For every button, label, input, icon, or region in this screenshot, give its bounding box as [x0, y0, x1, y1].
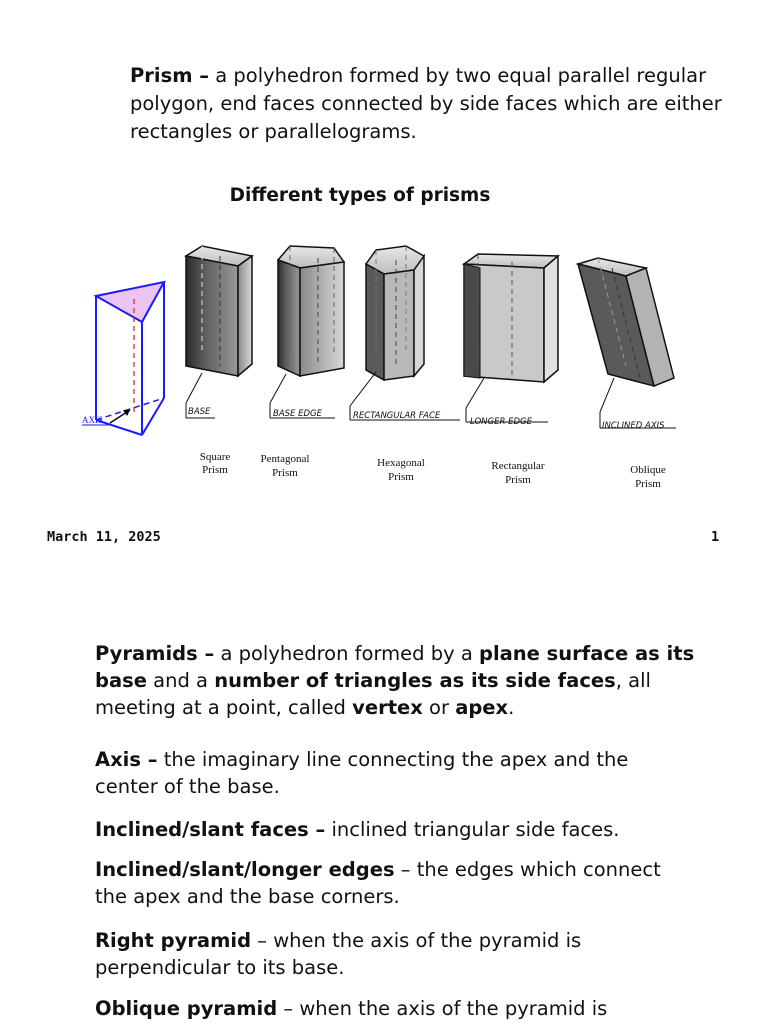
- pyramids-text-3: , all meeting at a point, called: [95, 669, 651, 719]
- oblique-pyramid-body: – when the axis of the pyramid is: [277, 997, 608, 1020]
- figure-title: Different types of prisms: [229, 185, 491, 206]
- axis-term: Axis –: [95, 748, 158, 771]
- page-number: 1: [711, 529, 720, 545]
- footer-date: March 11, 2025: [47, 529, 161, 545]
- axis-definition: [95, 746, 695, 800]
- right-pyramid-definition: [95, 927, 695, 981]
- prism-definition-body: a polyhedron formed by two equal parallel regular polygon, end faces connected by side faces which are either rectangles or parallelograms.: [130, 64, 722, 143]
- prism-term: Prism –: [130, 64, 210, 87]
- oblique-prism-drawing: [578, 258, 676, 428]
- inclined-faces-body: inclined triangular side faces.: [325, 818, 620, 841]
- prism-name-pentagonal-line2: Prism: [272, 467, 298, 479]
- prism-figure: [80, 238, 680, 488]
- prism-name-rectangular-line1: Rectangular: [491, 460, 545, 472]
- oblique-pyramid-term: Oblique pyramid: [95, 997, 278, 1020]
- rectangular-prism-drawing: [464, 254, 558, 422]
- prism-name-hexagonal-line2: Prism: [388, 471, 414, 483]
- pyramids-definition: [95, 640, 695, 721]
- pyramids-bold-2: number of triangles as its side faces: [214, 669, 616, 692]
- part-label-longer-edge: LONGER EDGE: [470, 417, 532, 427]
- pentagonal-prism-drawing: [270, 246, 344, 418]
- slide-pyramids: [0, 560, 768, 1024]
- prism-name-hexagonal-line1: Hexagonal: [377, 457, 425, 469]
- prism-name-rectangular-line2: Prism: [505, 474, 531, 486]
- prism-name-oblique-line1: Oblique: [630, 464, 666, 476]
- prism-name-square-line2: Prism: [202, 464, 228, 476]
- pyramids-bold-3: vertex: [352, 696, 423, 719]
- inclined-faces-term: Inclined/slant faces –: [95, 818, 326, 841]
- inclined-edges-definition: [95, 856, 695, 910]
- axis-body: the imaginary line connecting the apex and the center of the base.: [95, 748, 629, 798]
- hexagonal-prism-drawing: [350, 246, 460, 420]
- prism-name-pentagonal-line1: Pentagonal: [260, 453, 310, 465]
- inclined-edges-term: Inclined/slant/longer edges: [95, 858, 395, 881]
- part-label-inclined-axis: INCLINED AXIS: [602, 421, 665, 431]
- part-label-base-edge: BASE EDGE: [273, 409, 322, 419]
- inclined-faces-definition: [95, 816, 695, 843]
- pyramids-term: Pyramids –: [95, 642, 215, 665]
- pyramids-bold-4: apex: [455, 696, 509, 719]
- pyramids-text-1: a polyhedron formed by a: [214, 642, 479, 665]
- prism-name-square-line1: Square: [199, 451, 231, 463]
- pyramids-text-4: or: [422, 696, 456, 719]
- axis-label: AXIS: [82, 415, 104, 425]
- part-label-base: BASE: [188, 407, 211, 417]
- inclined-edges-body: – the edges which connect the apex and the base corners.: [95, 858, 661, 908]
- square-prism-drawing: [186, 246, 252, 418]
- pyramids-text-5: .: [508, 696, 515, 719]
- oblique-pyramid-definition: [95, 995, 695, 1022]
- pyramids-bold-1: plane surface as its base: [95, 642, 695, 692]
- prism-definition: [130, 62, 730, 146]
- part-label-rectangular-face: RECTANGULAR FACE: [353, 411, 441, 421]
- triangular-prism-drawing: [82, 282, 164, 435]
- right-pyramid-term: Right pyramid: [95, 929, 252, 952]
- right-pyramid-body: – when the axis of the pyramid is perpendicular to its base.: [95, 929, 582, 979]
- pyramids-text-2: and a: [146, 669, 215, 692]
- prism-name-oblique-line2: Prism: [635, 478, 661, 488]
